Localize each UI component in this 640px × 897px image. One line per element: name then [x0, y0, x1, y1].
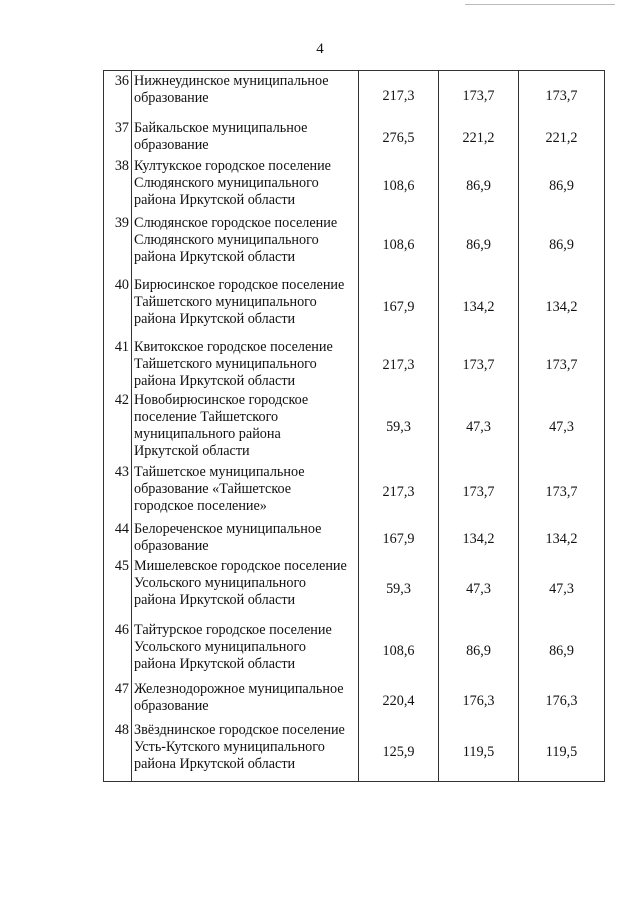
- municipality-name: Железнодорожное муниципальное образование: [132, 679, 359, 720]
- table-row: [104, 156, 605, 213]
- value-col-2: 173,7: [439, 337, 519, 390]
- table-row: [104, 275, 605, 337]
- value-col-3: 134,2: [519, 275, 605, 337]
- municipality-name: Мишелевское городское поселение Усольского муниципального района Иркутской области: [132, 556, 359, 620]
- table-row: [104, 462, 605, 519]
- row-number: 42: [104, 390, 132, 462]
- municipality-name: Нижнеудинское муниципальное образование: [132, 71, 359, 118]
- table-row: [104, 71, 605, 118]
- value-col-1: 217,3: [359, 337, 439, 390]
- municipality-name: Слюдянское городское поселение Слюдянского муниципального района Иркутской области: [132, 213, 359, 275]
- row-number: 36: [104, 71, 132, 118]
- value-col-1: 108,6: [359, 620, 439, 679]
- municipality-name: Тайтурское городское поселение Усольского муниципального района Иркутской области: [132, 620, 359, 679]
- municipality-name: Звёзднинское городское поселение Усть-Кутского муниципального района Иркутской области: [132, 720, 359, 782]
- row-number: 44: [104, 519, 132, 556]
- row-number: 40: [104, 275, 132, 337]
- row-number: 41: [104, 337, 132, 390]
- page-number: 4: [316, 41, 324, 57]
- municipality-name: Тайшетское муниципальное образование «Тайшетское городское поселение»: [132, 462, 359, 519]
- value-col-1: 59,3: [359, 390, 439, 462]
- table-row: [104, 390, 605, 462]
- table-row: [104, 556, 605, 620]
- municipality-name: Байкальское муниципальное образование: [132, 118, 359, 156]
- value-col-3: 119,5: [519, 720, 605, 782]
- row-number: 45: [104, 556, 132, 620]
- value-col-3: 47,3: [519, 390, 605, 462]
- value-col-1: 167,9: [359, 519, 439, 556]
- municipality-name: Бирюсинское городское поселение Тайшетского муниципального района Иркутской области: [132, 275, 359, 337]
- value-col-1: 108,6: [359, 213, 439, 275]
- value-col-3: 86,9: [519, 213, 605, 275]
- value-col-2: 86,9: [439, 213, 519, 275]
- row-number: 46: [104, 620, 132, 679]
- value-col-1: 125,9: [359, 720, 439, 782]
- value-col-2: 173,7: [439, 71, 519, 118]
- municipality-name: Новобирюсинское городское поселение Тайшетского муниципального района Иркутской области: [132, 390, 359, 462]
- table-row: [104, 679, 605, 720]
- table-row: [104, 213, 605, 275]
- value-col-3: 86,9: [519, 156, 605, 213]
- value-col-1: 220,4: [359, 679, 439, 720]
- municipal-table: [103, 70, 605, 782]
- value-col-1: 108,6: [359, 156, 439, 213]
- value-col-2: 47,3: [439, 390, 519, 462]
- value-col-1: 167,9: [359, 275, 439, 337]
- value-col-3: 176,3: [519, 679, 605, 720]
- table-row: [104, 519, 605, 556]
- row-number: 37: [104, 118, 132, 156]
- municipality-name: Квитокское городское поселение Тайшетского муниципального района Иркутской области: [132, 337, 359, 390]
- value-col-2: 221,2: [439, 118, 519, 156]
- row-number: 38: [104, 156, 132, 213]
- value-col-2: 47,3: [439, 556, 519, 620]
- value-col-3: 173,7: [519, 71, 605, 118]
- value-col-2: 176,3: [439, 679, 519, 720]
- value-col-1: 59,3: [359, 556, 439, 620]
- value-col-2: 86,9: [439, 620, 519, 679]
- row-number: 47: [104, 679, 132, 720]
- value-col-1: 217,3: [359, 462, 439, 519]
- value-col-2: 134,2: [439, 519, 519, 556]
- value-col-3: 221,2: [519, 118, 605, 156]
- row-number: 43: [104, 462, 132, 519]
- value-col-3: 134,2: [519, 519, 605, 556]
- row-number: 39: [104, 213, 132, 275]
- municipality-name: Белореченское муниципальное образование: [132, 519, 359, 556]
- value-col-3: 86,9: [519, 620, 605, 679]
- value-col-3: 173,7: [519, 462, 605, 519]
- table-row: [104, 337, 605, 390]
- value-col-2: 119,5: [439, 720, 519, 782]
- value-col-3: 47,3: [519, 556, 605, 620]
- value-col-2: 86,9: [439, 156, 519, 213]
- table-row: [104, 620, 605, 679]
- table-row: [104, 118, 605, 156]
- row-number: 48: [104, 720, 132, 782]
- municipality-name: Култукское городское поселение Слюдянского муниципального района Иркутской области: [132, 156, 359, 213]
- value-col-1: 276,5: [359, 118, 439, 156]
- value-col-2: 134,2: [439, 275, 519, 337]
- value-col-1: 217,3: [359, 71, 439, 118]
- table-row: [104, 720, 605, 782]
- scan-edge-line: [465, 4, 615, 5]
- value-col-3: 173,7: [519, 337, 605, 390]
- value-col-2: 173,7: [439, 462, 519, 519]
